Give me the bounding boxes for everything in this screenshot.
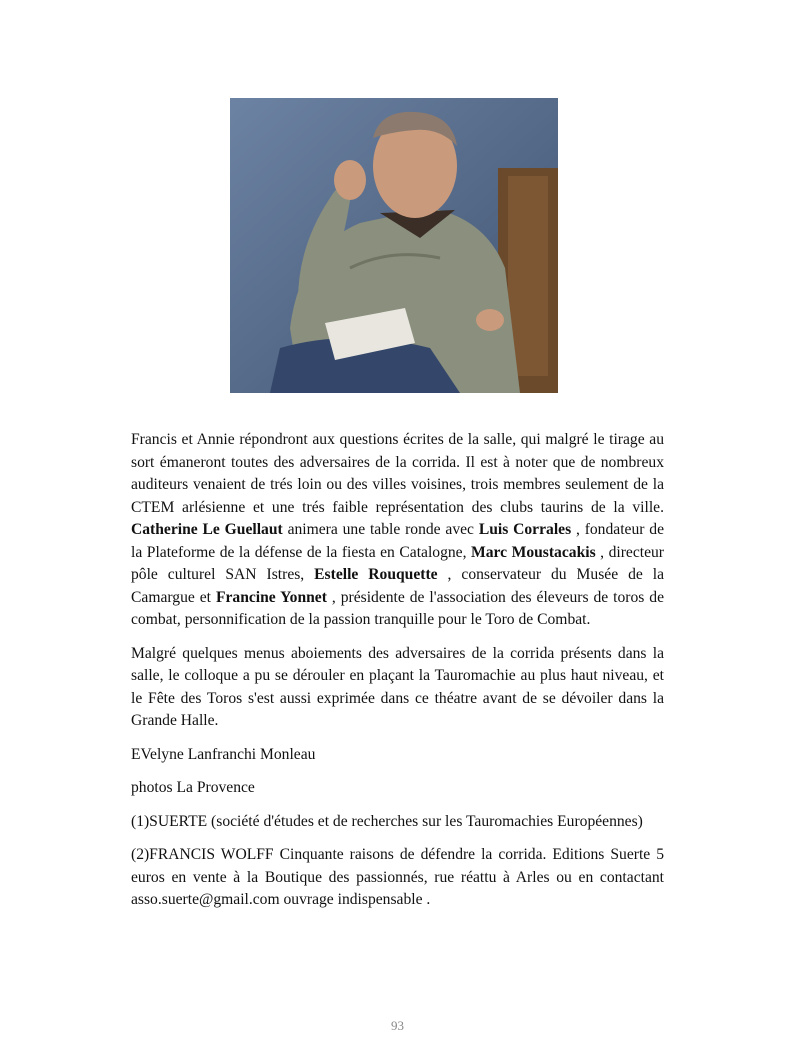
name-catherine-le-guellaut: Catherine Le Guellaut — [131, 521, 283, 538]
name-marc-moustacakis: Marc Moustacakis — [471, 543, 596, 561]
page-number: 93 — [391, 1018, 404, 1033]
paragraph-1-text: , directeur pôle culturel SAN Istres, — [131, 543, 664, 583]
paragraph-1 — [131, 429, 664, 632]
footnote-1: (1)SUERTE (société d'études et de recherches sur les Tauromachies Européennes) — [131, 812, 643, 830]
paragraph-1-text: animera une table ronde avec — [282, 521, 479, 538]
name-francine-yonnet: Francine Yonnet — [215, 588, 327, 606]
photo-credit: photos La Provence — [131, 779, 255, 796]
name-luis-corrales: Luis Corrales — [478, 521, 572, 538]
name-estelle-rouquette: Estelle Rouquette — [314, 566, 438, 583]
author-line: EVelyne Lanfranchi Monleau — [131, 745, 316, 763]
paragraph-2: Malgré quelques menus aboiements des adversaires de la corrida présents dans la salle, le colloque a pu se dérouler en plaçant la Tauromachie au plus haut niveau, et le Fête des Toros s'est aussi exprimée dans ce théatre avant de se dévoiler dans la Grande Halle. — [131, 644, 664, 729]
paragraph-1-text: Francis et Annie répondront aux questions écrites de la salle, qui malgré le tirage au sort émaneront toutes des adversaires de la corrida. Il est à noter que de nombreux auditeurs venaient de trés loin ou des villes voisines, trois membres seulement de la CTEM arlésienne et une trés faible représentation des clubs taurins de la ville. — [131, 431, 664, 516]
paragraph-1-text: , présidente de l'association des éleveurs de toros de combat, personnification de la passion tranquille pour le Toro de Combat. — [131, 588, 664, 628]
article-body — [131, 429, 664, 923]
article-photo — [230, 98, 558, 393]
paragraph-1-text: , conservateur du Musée de la Camargue et — [131, 566, 665, 606]
portrait-illustration — [230, 98, 558, 393]
footnote-2: (2)FRANCIS WOLFF Cinquante raisons de défendre la corrida. Editions Suerte 5 euros en vente à la Boutique des passionnés, rue réattu à Arles ou en contactant asso.suerte@gmail.com ouvrage indispensable . — [131, 846, 664, 908]
paragraph-1-text: , fondateur de la Plateforme de la défense de la fiesta en Catalogne, — [131, 521, 664, 561]
